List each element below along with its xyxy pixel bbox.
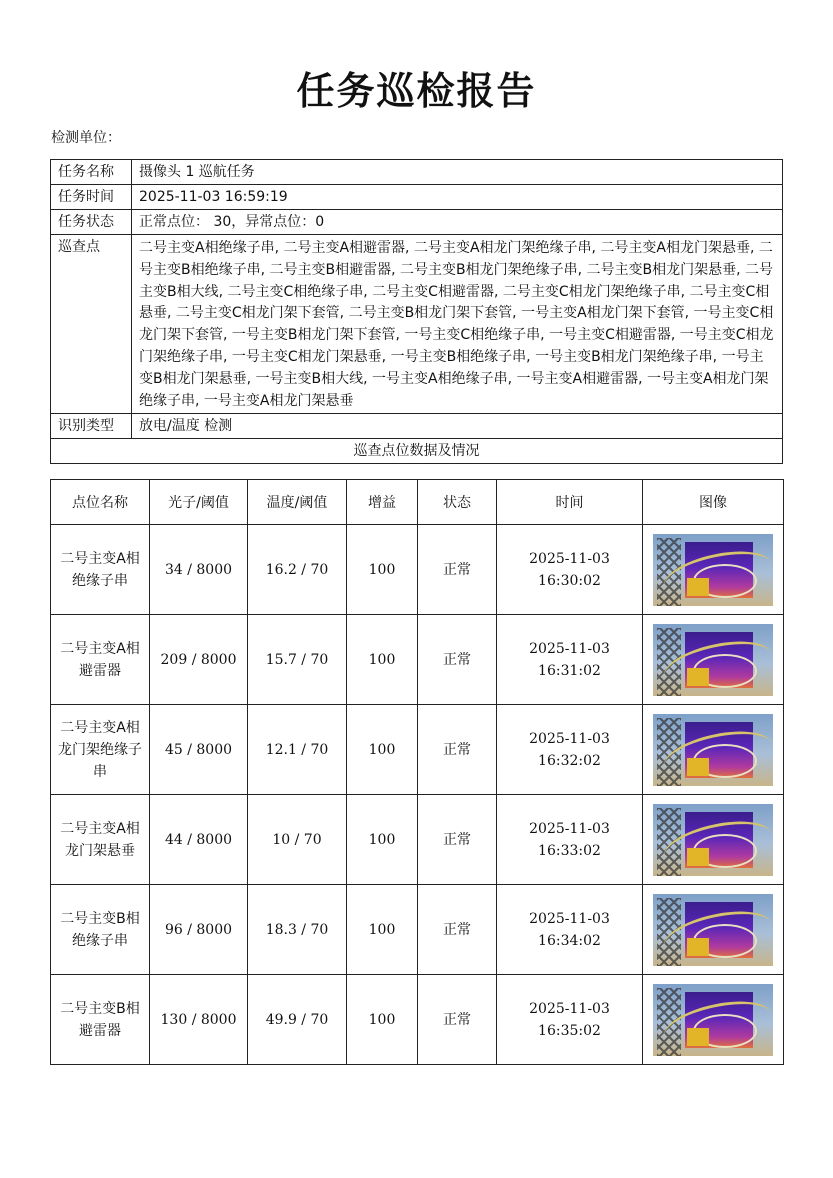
cell-photon-threshold: 34 / 8000 <box>150 525 248 615</box>
cell-gain: 100 <box>347 705 418 795</box>
cell-date-text: 2025-11-03 <box>529 550 610 567</box>
table-row <box>51 795 784 885</box>
header-photon-threshold: 光子/阈值 <box>150 480 248 525</box>
task-info-table <box>50 159 783 464</box>
cell-photon-threshold: 130 / 8000 <box>150 975 248 1065</box>
cell-time-text: 16:33:02 <box>538 842 601 859</box>
thumbnail-yellow-shape <box>687 938 709 956</box>
cell-time-text: 16:32:02 <box>538 752 601 769</box>
cell-photon-threshold: 209 / 8000 <box>150 615 248 705</box>
thumbnail-yellow-shape <box>687 848 709 866</box>
task-status-label: 任务状态 <box>51 210 132 235</box>
thumbnail-yellow-shape <box>687 758 709 776</box>
cell-time-text: 16:31:02 <box>538 662 601 679</box>
cell-temp-threshold: 15.7 / 70 <box>248 615 347 705</box>
header-temp-threshold: 温度/阈值 <box>248 480 347 525</box>
inspection-unit-label: 检测单位： <box>51 130 121 146</box>
inspection-thumbnail[interactable] <box>653 804 773 876</box>
cell-time <box>497 615 643 705</box>
cell-time-text: 16:30:02 <box>538 572 601 589</box>
header-gain: 增益 <box>347 480 418 525</box>
cell-point-name: 二号主变A相龙门架悬垂 <box>51 795 150 885</box>
cell-status: 正常 <box>418 705 497 795</box>
cell-image <box>643 885 784 975</box>
report-title: 任务巡检报告 <box>296 69 537 113</box>
cell-gain: 100 <box>347 885 418 975</box>
cell-date-text: 2025-11-03 <box>529 910 610 927</box>
cell-date-text: 2025-11-03 <box>529 640 610 657</box>
cell-time <box>497 795 643 885</box>
cell-time-text: 16:35:02 <box>538 1022 601 1039</box>
cell-temp-threshold: 10 / 70 <box>248 795 347 885</box>
cell-gain: 100 <box>347 615 418 705</box>
thumbnail-yellow-shape <box>687 578 709 596</box>
cell-image <box>643 615 784 705</box>
table-row <box>51 525 784 615</box>
cell-point-name: 二号主变B相绝缘子串 <box>51 885 150 975</box>
inspection-data-table <box>50 479 784 1065</box>
cell-time-text: 16:34:02 <box>538 932 601 949</box>
cell-status: 正常 <box>418 975 497 1065</box>
task-name-value: 摄像头 1 巡航任务 <box>132 160 783 185</box>
table-row <box>51 885 784 975</box>
cell-date-text: 2025-11-03 <box>529 730 610 747</box>
table-row <box>51 705 784 795</box>
cell-temp-threshold: 18.3 / 70 <box>248 885 347 975</box>
inspection-points-value: 二号主变A相绝缘子串, 二号主变A相避雷器, 二号主变A相龙门架绝缘子串, 二号主变A相龙门架悬垂, 二号主变B相绝缘子串, 二号主变B相避雷器, 二号主变B相龙门架绝缘子串, 二号主变B相龙门架悬垂, 二号主变B相大线, 二号主变C相绝缘子串, 二号主变C相避雷器, 二号主变C相龙门架绝缘子串, 二号主变C相悬垂, 二号主变C相龙门架下套管, 二号主变B相龙门架下套管, 一号主变A相龙门架下套管, 一号主变C相龙门架下套管, 一号主变B相龙门架下套管, 一号主变C相绝缘子串, 一号主变C相避雷器, 一号主变C相龙门架绝缘子串, 一号主变C相龙门架悬垂, 一号主变B相绝缘子串, 一号主变B相龙门架绝缘子串, 一号主变B相龙门架悬垂, 一号主变B相大线, 一号主变A相绝缘子串, 一号主变A相避雷器, 一号主变A相龙门架绝缘子串, 一号主变A相龙门架悬垂 <box>132 235 783 414</box>
cell-image <box>643 975 784 1065</box>
task-time-value: 2025-11-03 16:59:19 <box>132 185 783 210</box>
header-time: 时间 <box>497 480 643 525</box>
cell-point-name: 二号主变A相绝缘子串 <box>51 525 150 615</box>
table-row <box>51 975 784 1065</box>
task-name-label: 任务名称 <box>51 160 132 185</box>
cell-temp-threshold: 49.9 / 70 <box>248 975 347 1065</box>
cell-time <box>497 705 643 795</box>
detection-type-label: 识别类型 <box>51 414 132 439</box>
cell-status: 正常 <box>418 615 497 705</box>
inspection-thumbnail[interactable] <box>653 984 773 1056</box>
inspection-points-label: 巡查点 <box>51 235 132 414</box>
thumbnail-yellow-shape <box>687 668 709 686</box>
cell-gain: 100 <box>347 525 418 615</box>
cell-point-name: 二号主变A相避雷器 <box>51 615 150 705</box>
inspection-thumbnail[interactable] <box>653 714 773 786</box>
table-header-row <box>51 480 784 525</box>
cell-date-text: 2025-11-03 <box>529 1000 610 1017</box>
task-status-value: 正常点位： 30，异常点位：0 <box>132 210 783 235</box>
cell-photon-threshold: 44 / 8000 <box>150 795 248 885</box>
task-time-label: 任务时间 <box>51 185 132 210</box>
cell-status: 正常 <box>418 525 497 615</box>
cell-photon-threshold: 45 / 8000 <box>150 705 248 795</box>
cell-point-name: 二号主变B相避雷器 <box>51 975 150 1065</box>
header-point-name: 点位名称 <box>51 480 150 525</box>
cell-time <box>497 885 643 975</box>
section-title: 巡查点位数据及情况 <box>51 439 783 464</box>
cell-photon-threshold: 96 / 8000 <box>150 885 248 975</box>
header-status: 状态 <box>418 480 497 525</box>
cell-time <box>497 525 643 615</box>
cell-status: 正常 <box>418 795 497 885</box>
cell-gain: 100 <box>347 975 418 1065</box>
inspection-thumbnail[interactable] <box>653 894 773 966</box>
cell-image <box>643 525 784 615</box>
cell-image <box>643 705 784 795</box>
header-image: 图像 <box>643 480 784 525</box>
cell-gain: 100 <box>347 795 418 885</box>
inspection-thumbnail[interactable] <box>653 534 773 606</box>
cell-temp-threshold: 12.1 / 70 <box>248 705 347 795</box>
cell-image <box>643 795 784 885</box>
cell-point-name: 二号主变A相龙门架绝缘子串 <box>51 705 150 795</box>
cell-status: 正常 <box>418 885 497 975</box>
detection-type-value: 放电/温度 检测 <box>132 414 783 439</box>
thumbnail-yellow-shape <box>687 1028 709 1046</box>
cell-temp-threshold: 16.2 / 70 <box>248 525 347 615</box>
table-row <box>51 615 784 705</box>
cell-time <box>497 975 643 1065</box>
inspection-thumbnail[interactable] <box>653 624 773 696</box>
cell-date-text: 2025-11-03 <box>529 820 610 837</box>
